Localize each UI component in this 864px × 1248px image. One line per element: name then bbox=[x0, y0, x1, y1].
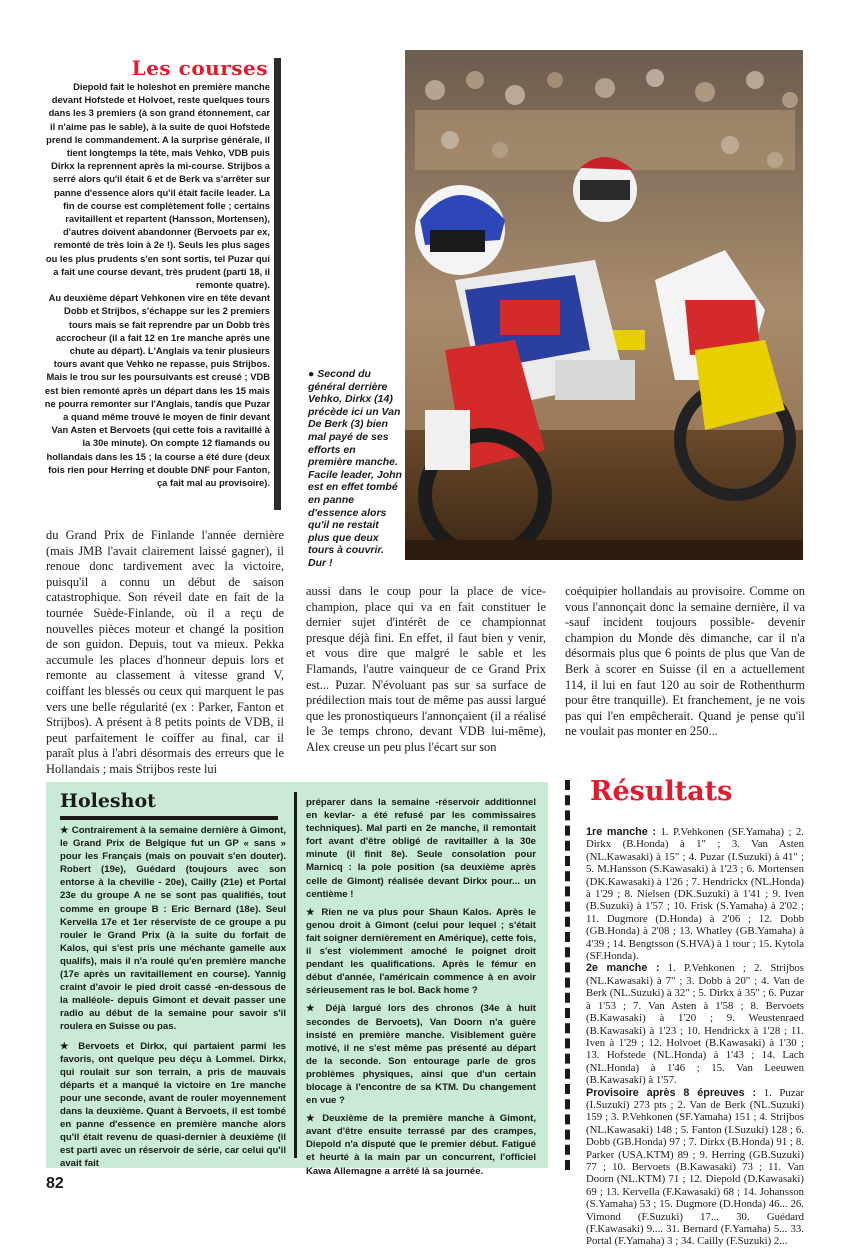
caption-text: Second du général derrière Vehko, Dirkx (14) précède ici un Van De Berk (3) bien mal payé de ses efforts en première manche. Facile leader, John est en effet tombé en panne d'essence alors qu'il ne restait plus que deux tours à couvrir. Dur ! bbox=[308, 368, 402, 569]
holeshot-divider bbox=[294, 792, 297, 1158]
body-column-3: coéquipier hollandais au provisoire. Comme on vous l'annonçait donc la semaine dernière, il va -sauf incident toujours possible- devenir champion du Monde dès dimanche, car il n'a désormais plus que 6 points de plus que Van de Berk à scorer en Suisse (il en a actuellement 114, il lui en faut 120 au soir de Rothenthurm pour être tranquille). Et franchement, je ne vois pas qui l'en empêcherait. Quand je pense qu'il ne voulait pas monter en 250... bbox=[565, 584, 805, 739]
holeshot-item: ★ Bervoets et Dirkx, qui partaient parmi les favoris, ont quelque peu déçu à Lommel. Dirkx, qui roulait sur son terrain, a pris de mauvais départs et a manqué la victoire en 1re manche pour une seconde, avant de rouler moyennement dans la deuxième. Quant à Bervoets, il est tombé en panne d'essence en première manche alors qu'il était revenu de quasi-dernier à deuxième (il est parti avec un réservoir de série, car celui qu'il avait fait bbox=[60, 1040, 286, 1170]
body-column-2: aussi dans le coup pour la place de vice-champion, place qui va en fait constituer le dernier sujet d'intérêt de ce championnat presque déjà fini. En effet, il faut bien y venir, et vous dire que malgré le sable et les Flamands, l'autre vainqueur de ce Grand Prix est... Puzar. N'évoluant pas sur sa surface de prédilection mais tout de même pas aussi largué que les pronostiqueurs l'annonçaient (il a réalisé le 3e temps chrono, devant VDB lui-même), Alex creuse un peu plus l'écart sur son bbox=[306, 584, 546, 754]
bullet-icon: ● bbox=[308, 368, 318, 380]
holeshot-box bbox=[46, 782, 548, 1177]
holeshot-title: Holeshot bbox=[60, 790, 156, 812]
holeshot-rule bbox=[60, 816, 278, 820]
column-rule bbox=[274, 58, 281, 510]
results-values: 1. P.Vehkonen (SF.Yamaha) ; 2. Dirkx (B.Honda) à 1" ; 3. Van Asten (NL.Kawasaki) à 15" ; 4. Puzar (I.Suzuki) à 41" ; 5. M.Hansson (S.Kawasaki) à 1'23 ; 6. Mortensen (DK.Kawasaki) à 1'26 ; 7. Hendrickx (NL.Honda) à 1'29 ; 8. Nielsen (DK.Suzuki) à 1'41 ; 9. Iven (B.Suzuki) à 1'57 ; 10. Frisk (S.Yamaha) à 2'02 ; 11. Dugmore (D.Honda) à 2'06 ; 12. Dobb (GB.Honda) à 2'08 ; 13. Whatley (GB.Yamaha) à 4'39 ; 14. Bengtsson (S.HVA) à 1 tour ; 15. Kytola (SF.Honda). bbox=[586, 826, 804, 963]
results-values: 1. P.Vehkonen ; 2. Strijbos (NL.Kawasaki) à 7" ; 3. Dobb à 20" ; 4. Van de Berk (NL.Suzuki) à 32" ; 5. Dirkx à 35" ; 6. Puzar à 1'53 ; 7. Van Asten à 1'58 ; 8. Bervoets (B.Kawasaki) à 1'20 ; 9. Weustenraed (B.Kawasaki) à 1'23 ; 10. Hendrickx à 1'28 ; 11. Iven à 1'29 ; 12. Holvoet (B.Kawasaki) à 1'30 ; 13. Hofstede (NL.Honda) à 1'43 ; 14. Lach (NL.Honda) à 1'46 ; 15. Van Leeuwen (B.Kawasaki) à 1'57. bbox=[586, 962, 804, 1087]
results-values: 1. Puzar (I.Suzuki) 273 pts ; 2. Van de Berk (NL.Suzuki) 159 ; 3. P.Vehkonen (SF.Yamaha) 151 ; 4. Strijbos (NL.Kawasaki) 148 ; 5. Fanton (I.Suzuki) 128 ; 6. Dobb (GB.Honda) 97 ; 7. Dirkx (B.Honda) 91 ; 8. Parker (USA.KTM) 89 ; 9. Herring (GB.Suzuki) 77 ; 10. Bervoets (B.Kawasaki) 73 ; 11. Van Doorn (NL.KTM) 71 ; 12. Diepold (D.Kawasaki) 69 ; 13. Kervella (F.Kawasaki) 68 ; 14. Johansson (S.Yamaha) 53 ; 15. Dugmore (D.Honda) 46... 26. Vimond (F.Suzuki) 17... 30. Guédard (F.Kawasaki) 9.... 31. Bernard (F.Yamaha) 5... 33. Portal (F.Yamaha) 3 ; 34. Cailly (F.Suzuki) 2... bbox=[586, 1086, 804, 1248]
holeshot-column-1 bbox=[60, 824, 286, 1170]
courses-text bbox=[44, 80, 270, 489]
holeshot-item: ★ Contrairement à la semaine dernière à Gimont, le Grand Prix de Belgique fut un GP « sans » pour les Français (mais on pouvait s'en douter). Robert (19e), Guédard (toujours avec son entorse à la cheville - 20e), Cailly (21e) et Portal 23e du groupe A ne se sont pas qualifiés, tout comme en groupe B : Eric Bernard (18e). Seul Kervella 17e et 1er réserviste de ce groupe a pu rouler le Grand Prix (à la suite du forfait de Kalos, qui s'est pris une méchante gamelle aux qualifs), mais il n'a roulé qu'en première manche (17e après un ravitaillement en course). Yannig craint d'avoir le pied droit cassé -en-dessous de la malléole- depuis Gimont et devait passer une radio au début de la semaine pour savoir s'il roulera en Suisse ou pas. bbox=[60, 825, 286, 1033]
courses-paragraph: Au deuxième départ Vehkonen vire en tête devant Dobb et Strijbos, s'échappe sur les 2 premiers tours mais se fait reprendre par un Dobb très accrocheur (il a fait 12 en 1re manche après une chute au départ). L'Anglais va tenir plusieurs tours avant que Vehko ne repasse, puis Strijbos. Mais le trou sur les poursuivants est creusé ; VDB est bien remonté après un départ dans les 15 mais ne pourra remonter sur l'Anglais, tandis que Puzar a quand même trouvé le moyen de finir devant Van Asten et Bervoets (qui cette fois a ravitaillé à la 30e minute). On compte 12 flamands ou hollandais dans les 15 ; la course a été dure (deux fois rien pour Herring et double DNF pour Fanton, ça fait mal au provisoire). bbox=[44, 292, 270, 489]
results-block bbox=[586, 962, 804, 1086]
holeshot-item: ★ Rien ne va plus pour Shaun Kalos. Après le genou droit à Gimont (celui pour lequel ; s'était fait soigner dernièrement en Amérique), cette fois, il s'est violemment amoché le poignet droit pendant les qualifications. Après le fémur en début d'année, l'américain commence à en avoir sérieusement ras le bol. Back home ? bbox=[306, 906, 536, 997]
courses-paragraph: Diepold fait le holeshot en première manche devant Hofstede et Holvoet, reste quelques tours dans les 3 premiers (à son grand étonnement, car il n'aime pas le sable), à la suite de quoi Hofstede prend le commandement. A la surprise générale, il tient longtemps la tête, mais Vehko, VDB puis Dirkx la reprennent après la mi-course. Strijbos a serré alors qu'il était 6 et de Berk va s'arrêter sur panne d'essence alors qu'il était facile leader. La fin de course est complètement folle ; certains ravitaillent et repartent (Hansson, Mortensen), d'autres doivent abandonner (Bervoets par ex, remonté de très loin à 2e !). Seuls les plus sages ou les plus prudents s'en sont sortis, tel Puzar qui a fait une course devant, très prudent (parti 18, il remonte quatre). bbox=[45, 81, 270, 291]
motocross-photo-illustration bbox=[405, 50, 803, 560]
results-label: Provisoire après 8 épreuves : bbox=[586, 1086, 757, 1099]
section-title-courses: Les courses bbox=[131, 56, 268, 80]
holeshot-column-2 bbox=[306, 796, 536, 1178]
holeshot-item: préparer dans la semaine -réservoir additionnel en kevlar- a été refusé par les commissaires techniques). Mal parti en 2e manche, il remontait fort avant d'être obligé de ravitailler à la 30e minute (il finit 8e). Seule consolation pour Marnicq : la pole position (sa deuxième après celle de Gimont) réalisée devant Dirkx pour... un centième ! bbox=[306, 797, 536, 900]
race-photo bbox=[405, 50, 803, 560]
body-column-1: du Grand Prix de Finlande l'année dernière (mais JMB l'avait clairement laissé gagner), il renoue donc tardivement avec la victoire, puisqu'il a connu un début de saison catastrophique. Son réveil date en fait de la tournée Suède-Finlande, où il a reçu de nouvelles pièces moteur et changé la position de son guidon. Depuis, tout va mieux. Pekka accumule les places d'honneur depuis lors et remonte au classement à vitesse grand V, coiffant les blessés ou ceux qui marquent le pas vers une belle régularité (ex : Parker, Fanton et Strijbos). A présent à 8 petits points de VDB, il peut parfaitement le coiffer au final, car il paraît plus à l'abri désormais des erreurs que le Hollandais ; mais Strijbos reste lui bbox=[46, 528, 284, 776]
results-block bbox=[586, 826, 804, 962]
results-dashed-border bbox=[565, 780, 570, 1170]
holeshot-item: ★ Déjà largué lors des chronos (34e à huit secondes de Bervoets), Van Doorn n'a guère insisté en première manche. Visiblement guère motivé, il ne s'est même pas présenté au départ de la seconde. Son entourage parle de gros problèmes physiques, ainsi que d'un certain blocage à l'encontre de sa KTM. Du changement en vue ? bbox=[306, 1003, 536, 1107]
holeshot-item: ★ Deuxième de la première manche à Gimont, avant d'être ensuite terrassé par des crampes, Diepold n'a disputé que le premier début. Fatigué et heurté à la main par un concurrent, l'officiel Kawa Allemagne a arrêté là sa journée. bbox=[306, 1113, 536, 1177]
photo-caption bbox=[308, 368, 402, 570]
results-label: 2e manche : bbox=[586, 962, 660, 975]
results-text bbox=[586, 826, 804, 1248]
page-number: 82 bbox=[46, 1175, 64, 1192]
results-title: Résultats bbox=[590, 776, 733, 807]
results-label: 1re manche : bbox=[586, 826, 657, 838]
